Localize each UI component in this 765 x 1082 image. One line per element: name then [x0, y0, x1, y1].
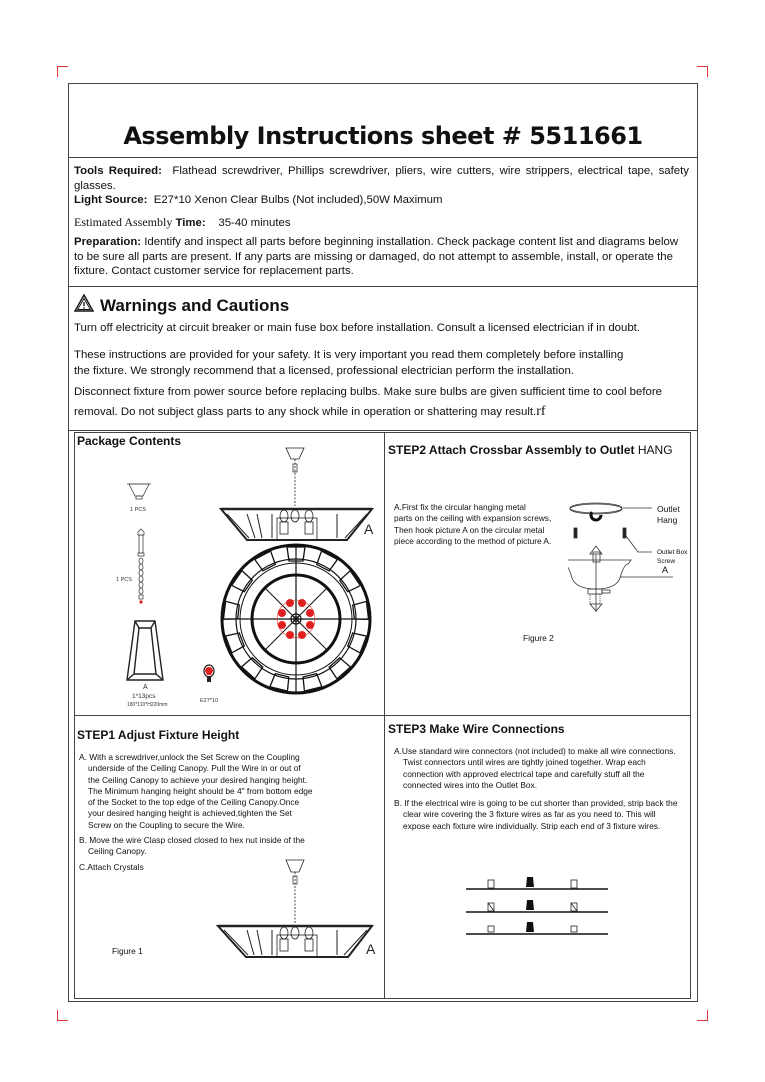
warning-paragraph-1: Turn off electricity at circuit breaker or main fuse box before installation. Consult a licensed electrician if in doubt.	[74, 322, 641, 334]
package-contents-illustration	[77, 434, 383, 714]
bulb-label: E27*10	[200, 698, 219, 704]
callout-hang: Hang	[657, 515, 678, 525]
light-source: Light Source: E27*10 Xenon Clear Bulbs (Not included),50W Maximum	[74, 194, 443, 206]
step3-instructions	[394, 746, 680, 832]
wire-connections-diagram	[458, 875, 618, 945]
callout-outlet-box: Outlet Box	[657, 549, 688, 556]
step1-heading: STEP1 Adjust Fixture Height	[77, 728, 240, 742]
step3-panel	[388, 718, 688, 996]
step2-heading: STEP2 Attach Crossbar Assembly to Outlet HANG	[388, 443, 673, 457]
grid-divider-horizontal	[75, 715, 690, 716]
crop-mark-top-left	[57, 66, 68, 77]
step3-heading: STEP3 Make Wire Connections	[388, 722, 565, 736]
canopy-quantity: 1 PCS	[130, 507, 146, 513]
step3-item-a: A.Use standard wire connectors (not included) to make all wire connections. Twist connectors until wires are tightly joined together. Wrap each connection with approved electrical tape and carefully stuff all the connected wires into the Outlet Box.	[394, 746, 676, 790]
crystal-label: A	[143, 684, 148, 691]
step1-item-b: B. Move the wire Clasp closed closed to hex nut inside of the Ceiling Canopy.	[79, 835, 305, 857]
step1-item-c: C.Attach Crystals	[79, 861, 144, 872]
crop-mark-bottom-left	[57, 1010, 68, 1021]
divider	[69, 430, 697, 431]
fixture-side-view	[212, 858, 382, 978]
figure-2-caption: Figure 2	[523, 633, 554, 643]
warnings-section	[74, 294, 689, 422]
preparation: Preparation: Identify and inspect all parts before beginning installation. Check package content list and diagrams below to be sure all parts are present. If any parts are missing or damaged, do not attempt to assemble, install, or operate the fixture. Contact customer service for replacement parts.	[74, 236, 679, 277]
step3-item-b: B. If the electrical wire is going to be cut shorter than provided, strip back the clear wire covering the 3 fixture wires as far as you need to. This will expose each fixture wire individually. Strip each end of 3 fixture wires.	[394, 798, 678, 831]
warning-triangle-icon	[74, 294, 94, 318]
chain-quantity: 1 PCS	[116, 577, 132, 583]
divider	[69, 286, 697, 287]
package-contents-panel	[77, 434, 383, 714]
instruction-sheet	[68, 83, 698, 1002]
crystal-quantity: 1*13pcs	[132, 693, 156, 700]
assembly-time: Estimated Assembly Time: 35-40 minutes	[74, 214, 291, 229]
figure-1-caption: Figure 1	[112, 946, 143, 956]
warning-paragraph-3: Disconnect fixture from power source before replacing bulbs. Make sure bulbs are given sufficient time to cool before removal. Do not subject glass parts to any shock while in operation or shattering may result.rf	[74, 386, 662, 419]
callout-a: A	[662, 565, 669, 575]
crop-mark-bottom-right	[697, 1010, 708, 1021]
divider	[69, 157, 697, 158]
warning-paragraph-2: These instructions are provided for your safety. It is very important you read them completely before installing the fixture. We strongly recommend that a licensed, professional electrician perform the installation.	[74, 349, 624, 377]
steps-grid	[74, 432, 691, 999]
fixture-label-a: A	[366, 941, 376, 957]
step1-instructions	[79, 752, 314, 873]
crop-mark-top-right	[697, 66, 708, 77]
callout-outlet: Outlet	[657, 504, 680, 514]
step1-item-a: A. With a screwdriver,unlock the Set Screw on the Coupling underside of the Ceiling Canopy. Pull the Wire in or out of the Ceiling Canopy to achieve your desired hanging height. The Minimum hanging height should be 4" from bottom edge of the Socket to the top edge of the Ceiling Canopy.Once your desired hanging height is achieved,tighten the Set Screw on the Coupling to secure the Wire.	[79, 752, 313, 830]
package-contents-heading: Package Contents	[77, 434, 182, 448]
intro-section	[74, 164, 689, 279]
warnings-heading: Warnings and Cautions	[74, 294, 689, 318]
step1-panel	[77, 718, 383, 996]
svg-text:A: A	[364, 521, 374, 537]
callout-screw: Screw	[657, 558, 676, 565]
crystal-size: 180*110*H220mm	[127, 702, 168, 708]
step2-panel	[388, 434, 688, 714]
page-title: Assembly Instructions sheet # 5511661	[123, 122, 643, 150]
tools-required: Tools Required: Flathead screwdriver, Phillips screwdriver, pliers, wire cutters, wire strippers, electrical tape, safety glasses.	[74, 165, 689, 192]
step2-instructions: A.First fix the circular hanging metal parts on the ceiling with expansion screws, Then hook picture A on the circular metal piece according to the method of picture A.	[394, 502, 552, 546]
